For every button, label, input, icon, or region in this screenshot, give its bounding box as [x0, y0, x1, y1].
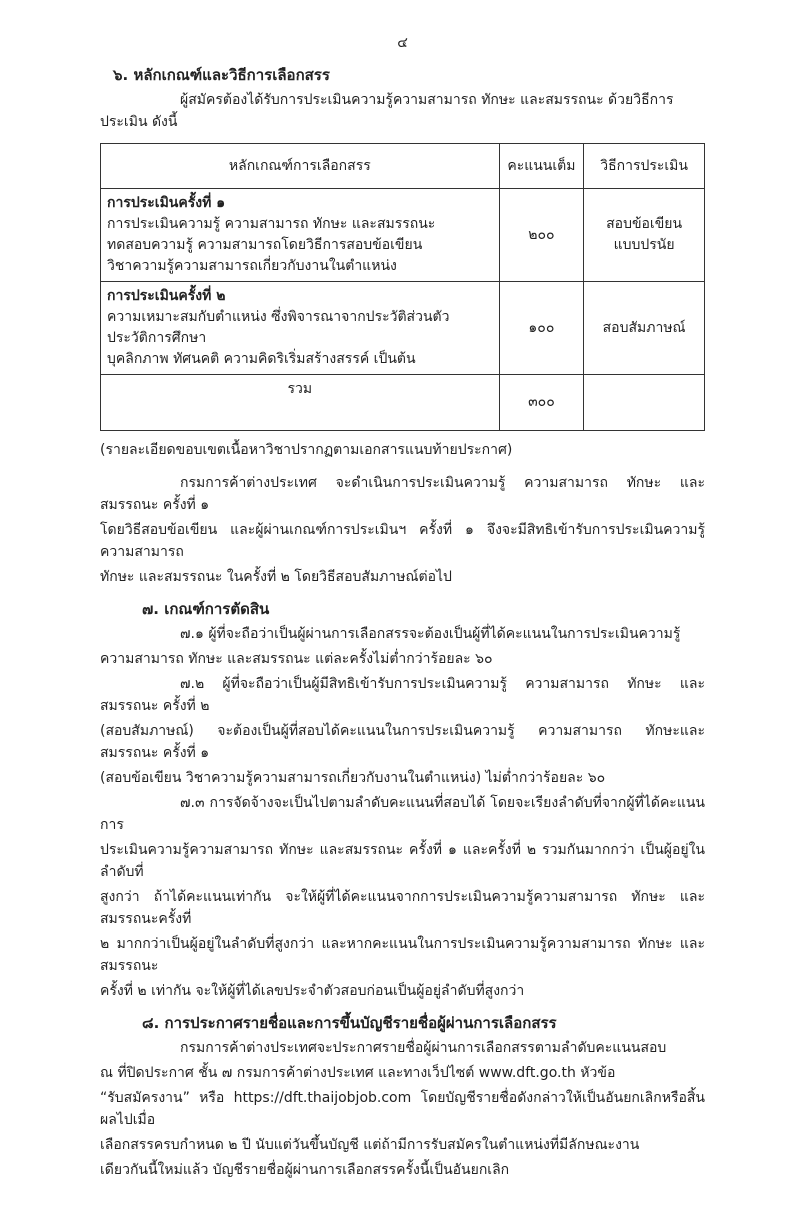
row-line: ความเหมาะสมกับตำแหน่ง ซึ่งพิจารณาจากประวัติส่วนตัว ประวัติการศึกษา — [107, 309, 450, 346]
header-criteria: หลักเกณฑ์การเลือกสรร — [101, 144, 500, 189]
paragraph-line: (สอบข้อเขียน วิชาความรู้ความสามารถเกี่ยวกับงานในตำแหน่ง) ไม่ต่ำกว่าร้อยละ ๖๐ — [100, 770, 606, 786]
paragraph-line: ทักษะ และสมรรถนะ ในครั้งที่ ๒ โดยวิธีสอบสัมภาษณ์ต่อไป — [100, 569, 452, 585]
paragraph-line: สูงกว่า ถ้าได้คะแนนเท่ากัน จะให้ผู้ที่ได้คะแนนจากการประเมินความรู้ความสามารถ ทักษะ และสมรรถนะครั้งที่ — [100, 889, 705, 927]
score-cell: ๑๐๐ — [499, 282, 584, 375]
section-6-heading: ๖. หลักเกณฑ์และวิธีการเลือกสรร — [113, 66, 330, 84]
criteria-cell — [101, 282, 500, 375]
paragraph-line: เดียวกันนี้ใหม่แล้ว บัญชีรายชื่อผู้ผ่านการเลือกสรรครั้งนี้เป็นอันยกเลิก — [100, 1162, 510, 1178]
method-line: แบบปรนัย — [613, 237, 675, 253]
header-method: วิธีการประเมิน — [584, 144, 705, 189]
paragraph-line: กรมการค้าต่างประเทศจะประกาศรายชื่อผู้ผ่านการเลือกสรรตามลำดับคะแนนสอบ — [180, 1040, 667, 1056]
header-score: คะแนนเต็ม — [499, 144, 584, 189]
paragraph-line: (สอบสัมภาษณ์) จะต้องเป็นผู้ที่สอบได้คะแนนในการประเมินความรู้ ความสามารถ ทักษะและสมรรถนะ ครั้งที่ ๑ — [100, 723, 705, 761]
total-score: ๓๐๐ — [499, 375, 584, 431]
paragraph-line: ครั้งที่ ๒ เท่ากัน จะให้ผู้ที่ได้เลขประจำตัวสอบก่อนเป็นผู้อยู่ลำดับที่สูงกว่า — [100, 983, 525, 999]
row-line: การประเมินความรู้ ความสามารถ ทักษะ และสมรรถนะ — [107, 216, 436, 232]
paragraph-line: กรมการค้าต่างประเทศ จะดำเนินการประเมินความรู้ ความสามารถ ทักษะ และสมรรถนะ ครั้งที่ ๑ — [100, 475, 705, 513]
page-number: ๔ — [397, 35, 408, 51]
row-line: บุคลิกภาพ ทัศนคติ ความคิดริเริ่มสร้างสรรค์ เป็นต้น — [107, 351, 416, 367]
row-title: การประเมินครั้งที่ ๑ — [107, 195, 226, 211]
criteria-cell — [101, 189, 500, 282]
row-title: การประเมินครั้งที่ ๒ — [107, 288, 226, 304]
selection-criteria-table — [100, 143, 705, 431]
section-6-intro: ผู้สมัครต้องได้รับการประเมินความรู้ความสามารถ ทักษะ และสมรรถนะ ด้วยวิธีการประเมิน ดังนี้ — [100, 92, 674, 130]
paragraph-line: ๗.๑ ผู้ที่จะถือว่าเป็นผู้ผ่านการเลือกสรรจะต้องเป็นผู้ที่ได้คะแนนในการประเมินความรู้ — [180, 626, 681, 642]
method-cell — [584, 189, 705, 282]
table-note: (รายละเอียดขอบเขตเนื้อหาวิชาปรากฏตามเอกสารแนบท้ายประกาศ) — [100, 442, 513, 458]
paragraph-line: “รับสมัครงาน” หรือ https://dft.thaijobjob.com โดยบัญชีรายชื่อดังกล่าวให้เป็นอันยกเลิกหรือสิ้นผลไปเมื่อ — [100, 1090, 705, 1128]
total-label: รวม — [101, 375, 500, 431]
row-line: วิชาความรู้ความสามารถเกี่ยวกับงานในตำแหน่ง — [107, 258, 397, 274]
paragraph-line: ประเมินความรู้ความสามารถ ทักษะ และสมรรถนะ ครั้งที่ ๑ และครั้งที่ ๒ รวมกันมากกว่า เป็นผู้อยู่ในลำดับที่ — [100, 842, 705, 880]
score-cell: ๒๐๐ — [499, 189, 584, 282]
section-7-heading: ๗. เกณฑ์การตัดสิน — [142, 600, 270, 618]
method-cell: สอบสัมภาษณ์ — [584, 282, 705, 375]
total-method-empty — [584, 375, 705, 431]
table-header-row — [101, 144, 705, 189]
paragraph-line: ความสามารถ ทักษะ และสมรรถนะ แต่ละครั้งไม่ต่ำกว่าร้อยละ ๖๐ — [100, 651, 493, 667]
paragraph-line: ๒ มากกว่าเป็นผู้อยู่ในลำดับที่สูงกว่า และหากคะแนนในการประเมินความรู้ความสามารถ ทักษะ และสมรรถนะ — [100, 936, 705, 974]
paragraph-line: เลือกสรรครบกำหนด ๒ ปี นับแต่วันขึ้นบัญชี แต่ถ้ามีการรับสมัครในตำแหน่งที่มีลักษณะงาน — [100, 1137, 640, 1153]
paragraph-line: ๗.๓ การจัดจ้างจะเป็นไปตามลำดับคะแนนที่สอบได้ โดยจะเรียงลำดับที่จากผู้ที่ได้คะแนนการ — [100, 795, 705, 833]
table-total-row — [101, 375, 705, 431]
paragraph-line: ๗.๒ ผู้ที่จะถือว่าเป็นผู้มีสิทธิเข้ารับการประเมินความรู้ ความสามารถ ทักษะ และสมรรถนะ ครั้งที่ ๒ — [100, 676, 705, 714]
method-line: สอบข้อเขียน — [606, 216, 683, 232]
row-line: ทดสอบความรู้ ความสามารถโดยวิธีการสอบข้อเขียน — [107, 237, 423, 253]
paragraph-line: ณ ที่ปิดประกาศ ชั้น ๗ กรมการค้าต่างประเทศ และทางเว็ปไซต์ www.dft.go.th หัวข้อ — [100, 1065, 616, 1081]
table-row — [101, 282, 705, 375]
paragraph-line: โดยวิธีสอบข้อเขียน และผู้ผ่านเกณฑ์การประเมินฯ ครั้งที่ ๑ จึงจะมีสิทธิเข้ารับการประเมินความรู้ ความสามารถ — [100, 522, 705, 560]
section-8-heading: ๘. การประกาศรายชื่อและการขึ้นบัญชีรายชื่อผู้ผ่านการเลือกสรร — [142, 1014, 557, 1032]
table-row — [101, 189, 705, 282]
